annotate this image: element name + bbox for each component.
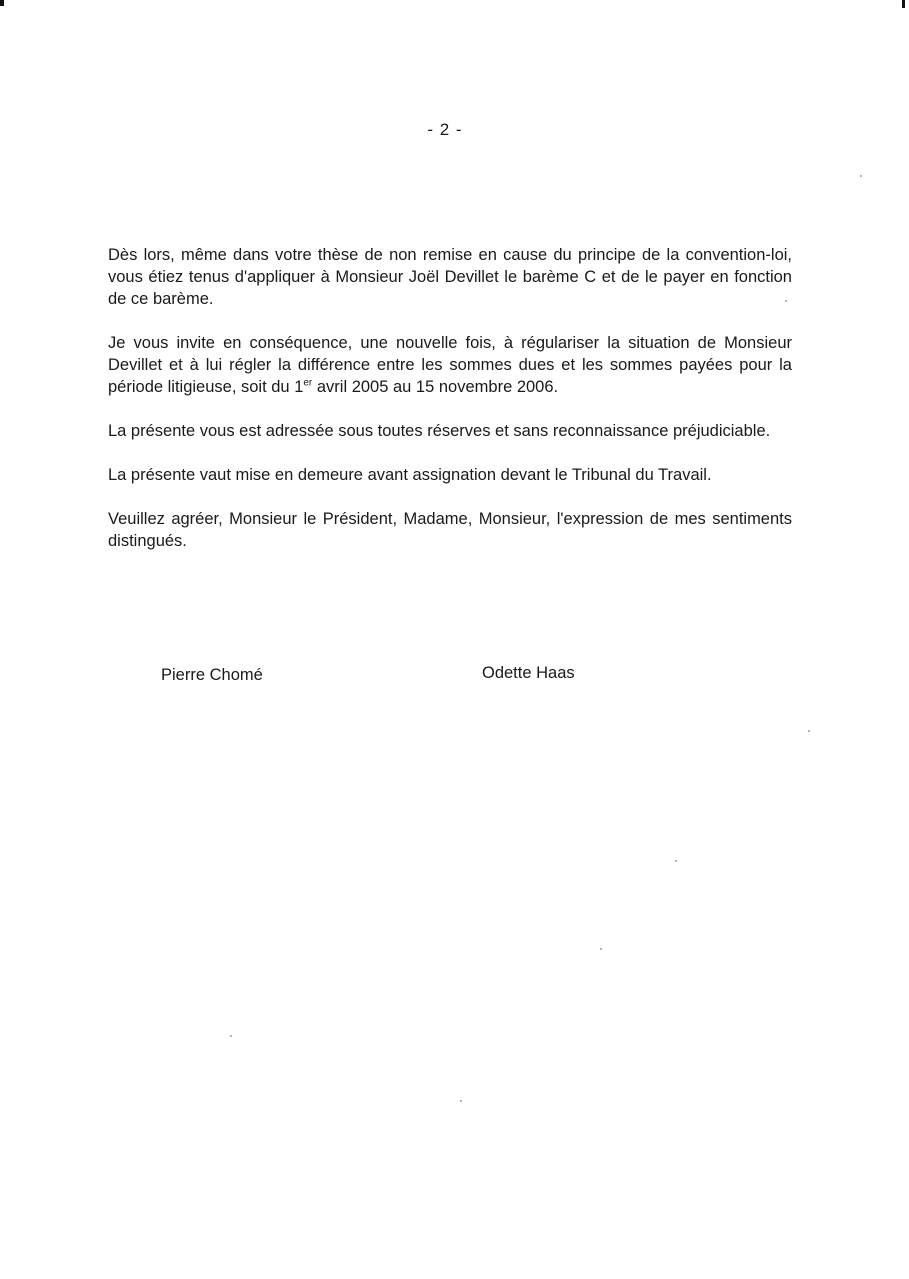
letter-body <box>108 244 792 574</box>
paragraph-4: La présente vaut mise en demeure avant assignation devant le Tribunal du Travail. <box>108 466 712 484</box>
signatory-left: Pierre Chomé <box>161 666 263 684</box>
scan-speck <box>230 1035 232 1037</box>
paragraph-2-text: Je vous invite en conséquence, une nouvelle fois, à régulariser la situation de Monsieur Devillet et à lui régler la différence entre les sommes dues et les sommes payées pour la période litigieuse, soit du 1 <box>108 334 792 396</box>
paragraph-2-tail: avril 2005 au 15 novembre 2006. <box>312 378 559 396</box>
scan-corner-mark <box>902 0 905 8</box>
signatory-right: Odette Haas <box>482 664 575 682</box>
paragraph-1: Dès lors, même dans votre thèse de non remise en cause du principe de la convention-loi, vous étiez tenus d'appliquer à Monsieur Joël Devillet le barème C et de le payer en fonction de ce barème. <box>108 246 792 308</box>
scan-speck <box>600 948 602 950</box>
paragraph-5: Veuillez agréer, Monsieur le Président, Madame, Monsieur, l'expression de mes sentiments distingués. <box>108 510 792 550</box>
scan-speck <box>460 1100 462 1102</box>
scan-corner-mark <box>0 0 4 6</box>
paragraph-2 <box>108 332 792 398</box>
scan-speck <box>675 860 677 862</box>
scan-speck <box>785 300 787 302</box>
scan-speck <box>808 730 810 732</box>
page-number: - 2 - <box>427 120 463 139</box>
ordinal-superscript: er <box>303 377 313 389</box>
scan-speck <box>860 175 862 177</box>
paragraph-3: La présente vous est adressée sous toutes réserves et sans reconnaissance préjudiciable. <box>108 422 771 440</box>
